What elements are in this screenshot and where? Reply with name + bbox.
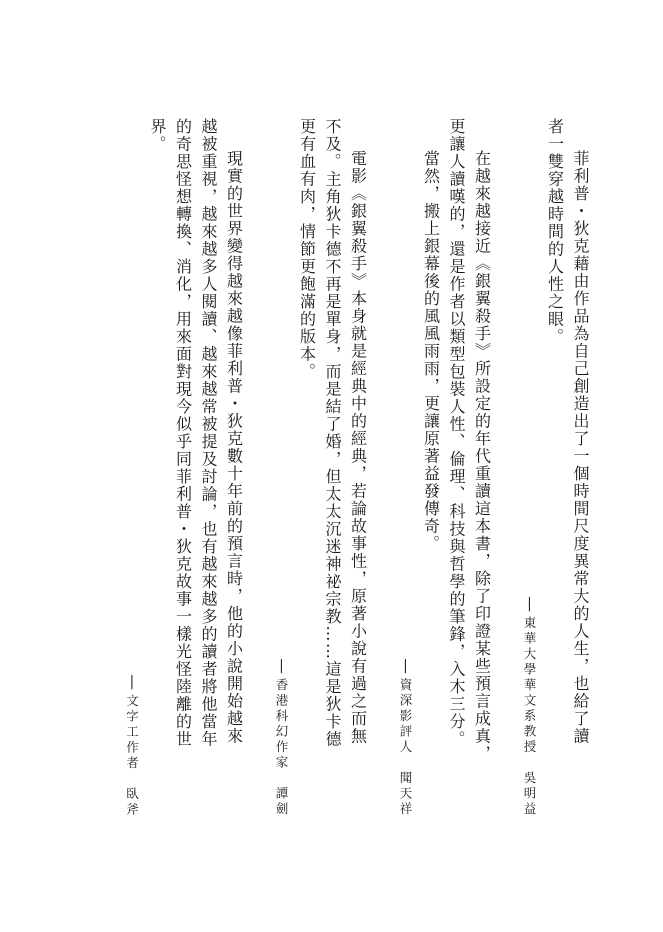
endorsement-4-line-1: 現實的世界變得越來越像菲利普・狄克數十年前的預言時，他的小說開始越來 (224, 150, 244, 745)
attribution-source: 香港科幻作家 譚劍 (274, 678, 289, 818)
attribution-source: 東華大學華文系教授 吳明益 (522, 616, 537, 818)
endorsement-2-line-3: 當然，搬上銀幕後的風風雨雨，更讓原著益發傳奇。 (421, 150, 441, 553)
attribution-dash: ── (124, 674, 140, 688)
endorsement-2-line-2: 更讓人讀嘆的，還是作者以類型包裝人性、倫理、科技與哲學的筆鋒，入木三分。 (447, 118, 466, 748)
endorsement-1-line-2: 者一雙穿越時間的人性之眼。 (545, 118, 565, 346)
endorsement-1-attribution (517, 118, 543, 818)
endorsement-4-line-2: 越被重視，越來越多人閱讀、越來越常被提及討論，也有越來越多的讀者將他當年 (199, 118, 218, 748)
endorsement-3-attribution (269, 118, 295, 818)
endorsement-3-line-2: 不及。主角狄卡德不再是單身，而是結了婚，但太太沉迷神祕宗教……這是狄卡德 (323, 118, 342, 748)
endorsement-4-line-3: 的奇思怪想轉換、消化，用來面對現今似乎同菲利普・狄克故事一樣光怪陸離的世 (173, 118, 193, 748)
attribution-source: 文字工作者 臥斧 (124, 694, 140, 818)
endorsement-3-line-3: 更有血有肉，情節更飽滿的版本。 (297, 118, 317, 381)
endorsement-2-attribution (393, 118, 419, 818)
attribution-source: 資深影評人 聞天祥 (398, 678, 413, 818)
endorsement-1-line-1: 菲利普・狄克藉由作品為自己創造出了一個時間尺度異常大的人生，也給了讀 (571, 150, 590, 745)
endorsement-3-line-1: 電影《銀翼殺手》本身就是經典中的經典，若論故事性，原著小說有過之而無 (348, 150, 368, 745)
endorsement-4-line-4: 界。 (148, 118, 167, 153)
attribution-dash: ── (398, 659, 413, 673)
endorsement-text (119, 118, 593, 818)
attribution-dash: ── (274, 659, 289, 673)
attribution-dash: ── (522, 597, 537, 611)
endorsement-2-line-1: 在越來越接近《銀翼殺手》所設定的年代重讀這本書，除了印證某些預言成真， (472, 150, 492, 763)
endorsement-4-attribution (119, 118, 145, 818)
